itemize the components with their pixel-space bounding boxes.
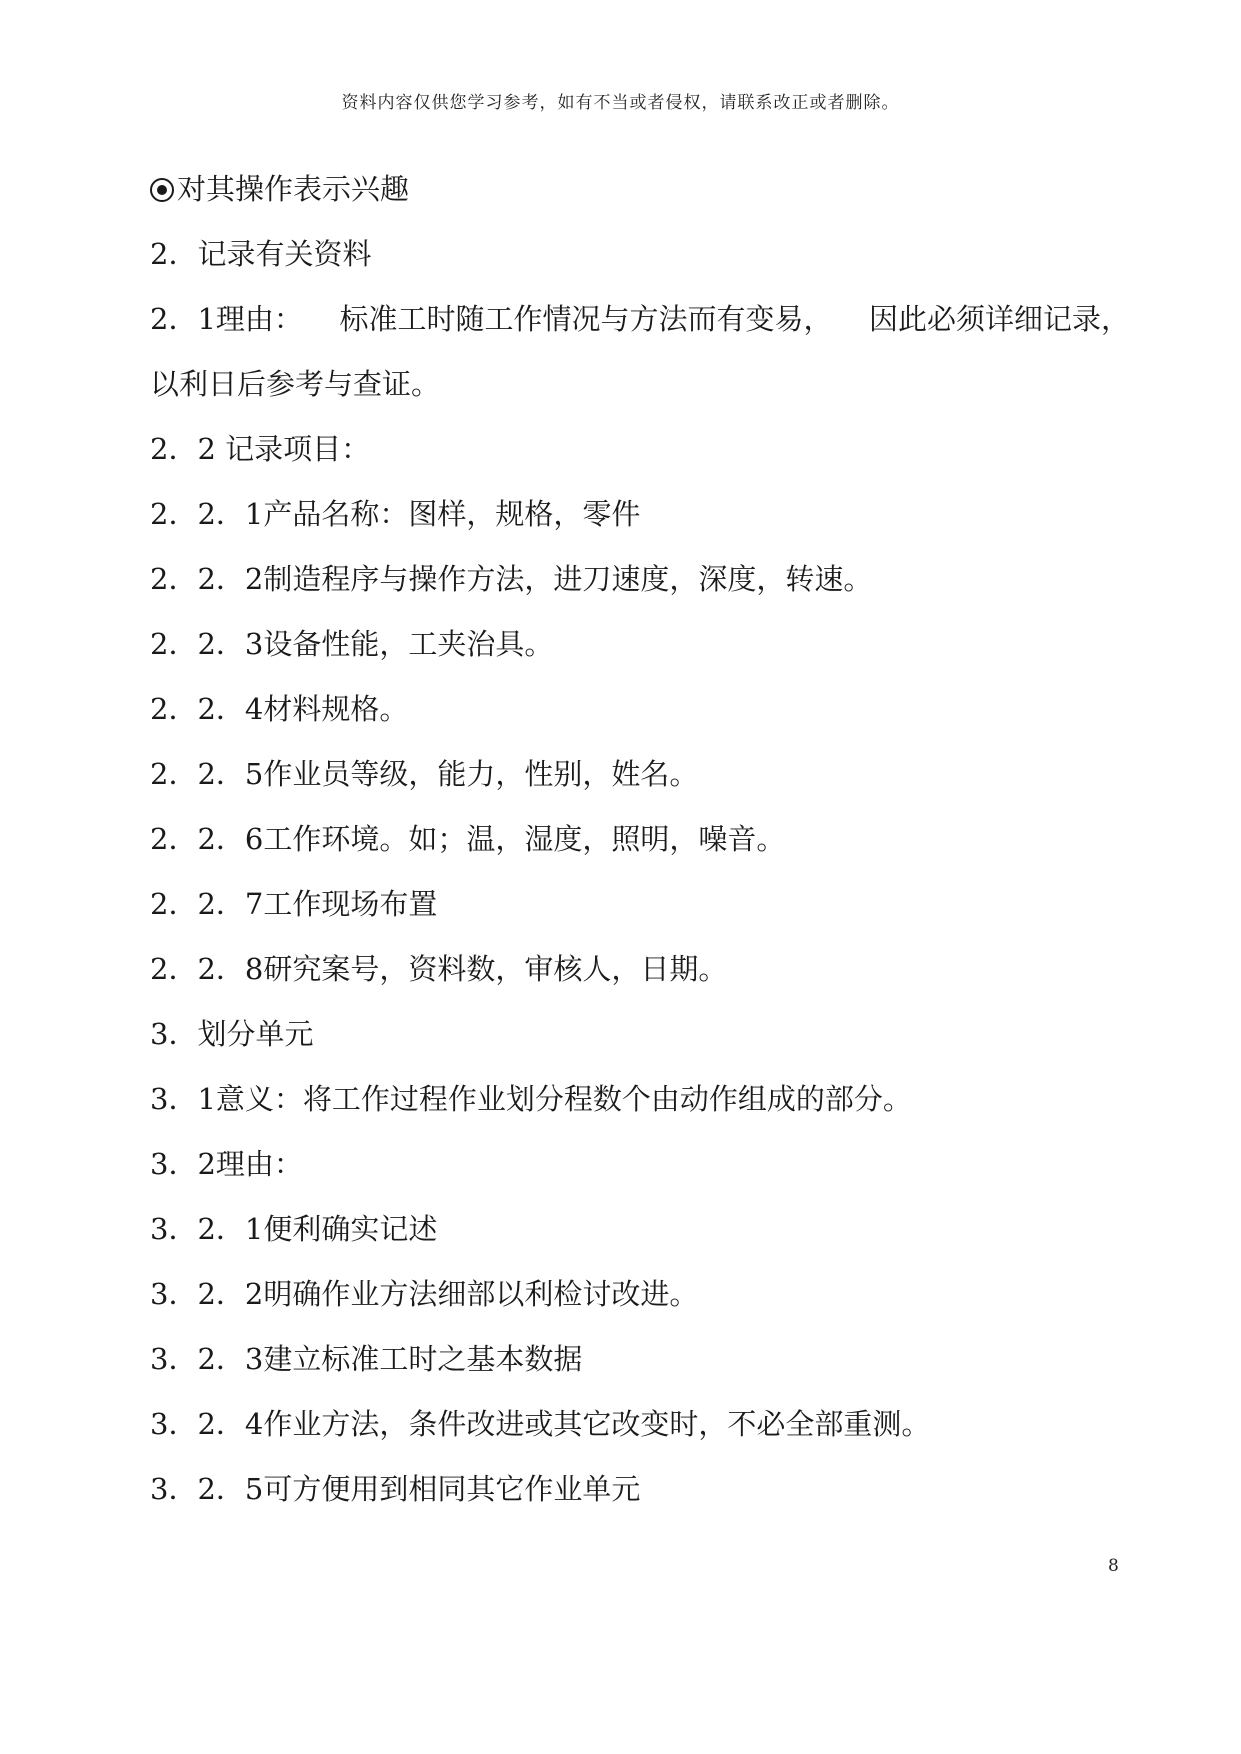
paragraph-line: 2．2．7工作现场布置 <box>150 887 438 921</box>
paragraph-line: 以利日后参考与查证。 <box>150 367 441 401</box>
paragraph-line: 3．2．4作业方法，条件改进或其它改变时，不必全部重测。 <box>150 1407 931 1441</box>
paragraph-line: 3．2．3建立标准工时之基本数据 <box>150 1342 583 1376</box>
disclaimer-header: 资料内容仅供您学习参考，如有不当或者侵权，请联系改正或者删除。 <box>341 93 900 113</box>
paragraph-line: 2．2．5作业员等级，能力，性别，姓名。 <box>150 757 699 791</box>
page-number: 8 <box>1108 1556 1119 1576</box>
paragraph-line: 2．2．1产品名称：图样，规格，零件 <box>150 497 641 531</box>
paragraph-line: 2．2．8研究案号，资料数，审核人，日期。 <box>150 952 728 986</box>
paragraph-line: 2．2 记录项目： <box>150 432 371 466</box>
paragraph-line: 2．2．4材料规格。 <box>150 692 409 726</box>
paragraph-line: 3．2．5可方便用到相同其它作业单元 <box>150 1472 641 1506</box>
reason-text-a: 标准工时随工作情况与方法而有变易， <box>339 302 833 336</box>
bullet-line <box>150 157 1140 222</box>
paragraph-line: 2．2．3设备性能，工夹治具。 <box>150 627 554 661</box>
bullet-line-text: 对其操作表示兴趣 <box>177 172 410 206</box>
paragraph-line: 2．记录有关资料 <box>150 237 372 271</box>
paragraph-line: 2．2．6工作环境。如；温，湿度，照明，噪音。 <box>150 822 786 856</box>
document-body <box>150 157 1140 1522</box>
paragraph-line: 3．划分单元 <box>150 1017 314 1051</box>
paragraph-line: 2．2．2制造程序与操作方法，进刀速度，深度，转速。 <box>150 562 873 596</box>
paragraph-line-reason <box>150 287 1130 352</box>
reason-text-b: 因此必须详细记录， <box>868 302 1130 336</box>
reason-label: 2．1理由： <box>150 302 303 336</box>
paragraph-line: 3．2．2明确作业方法细部以利检讨改进。 <box>150 1277 699 1311</box>
paragraph-line: 3．2理由： <box>150 1147 303 1181</box>
paragraph-line: 3．2．1便利确实记述 <box>150 1212 438 1246</box>
circle-bullet-icon <box>150 178 174 202</box>
paragraph-line: 3．1意义：将工作过程作业划分程数个由动作组成的部分。 <box>150 1082 912 1116</box>
